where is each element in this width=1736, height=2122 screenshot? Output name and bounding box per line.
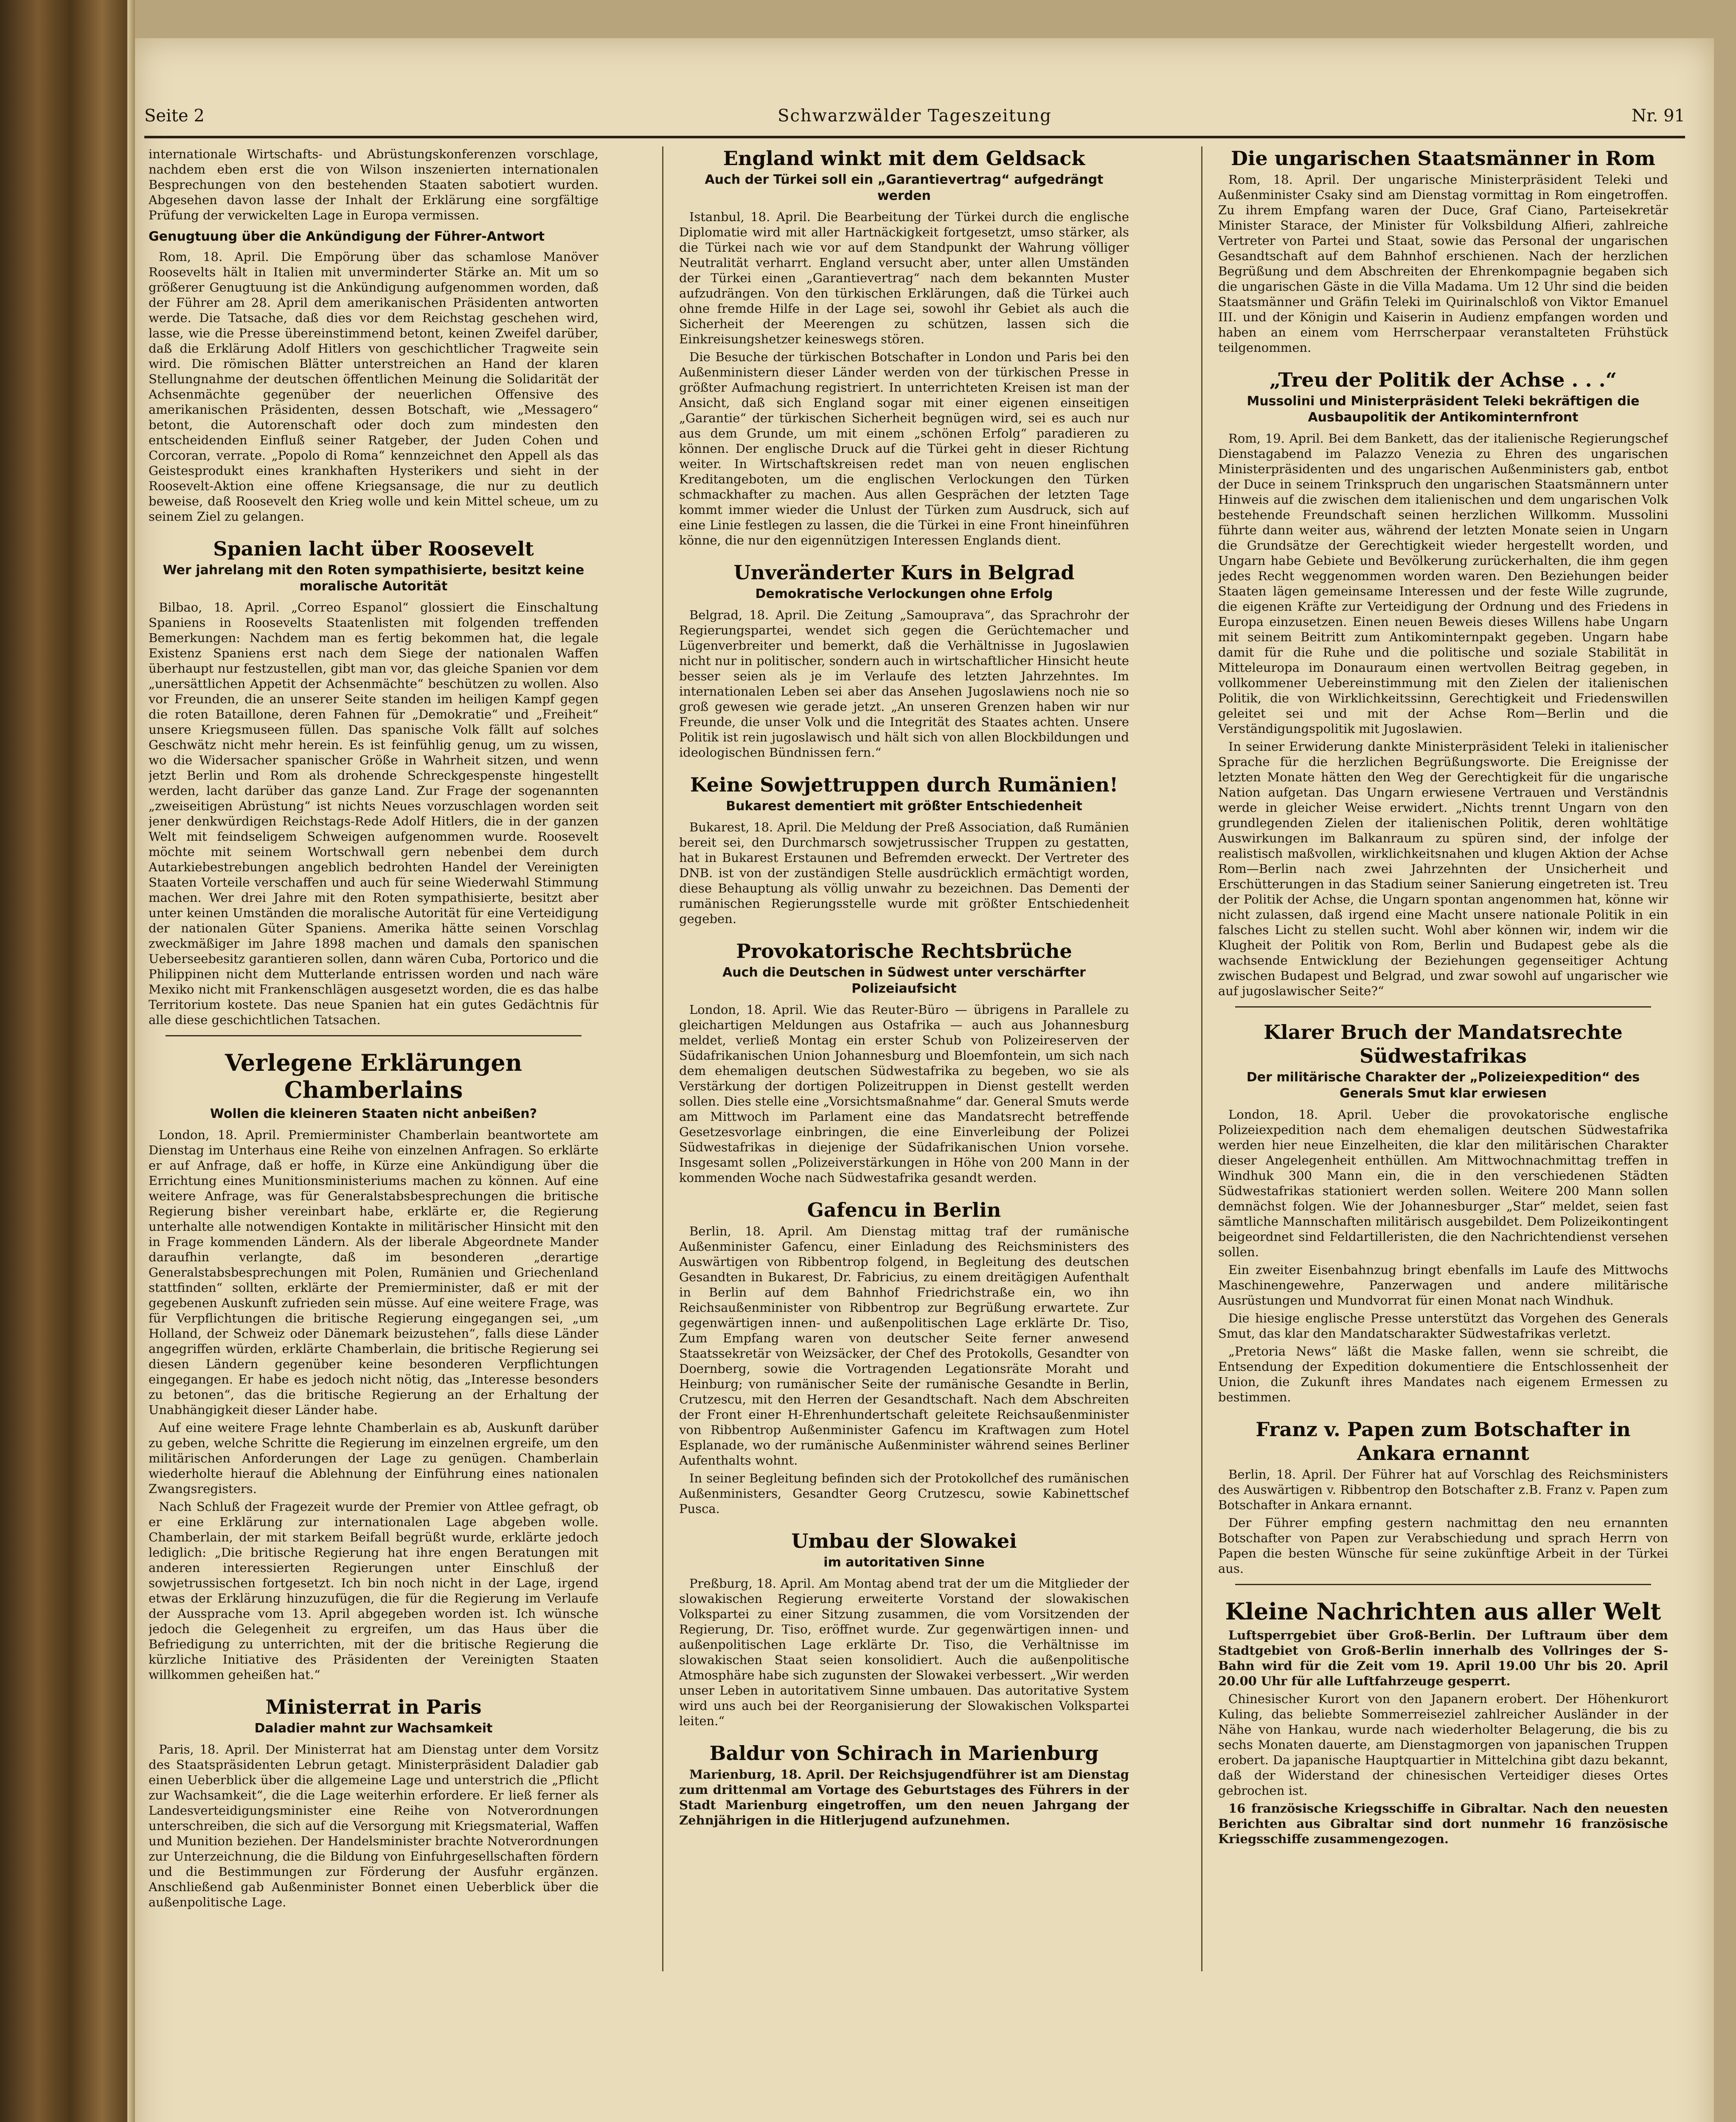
- article-text: In seiner Begleitung befinden sich der Protokollchef des rumänischen Außenministers, Gesandter Georg Crutzescu, sowie Kabinettschef Pusca.: [679, 1471, 1129, 1516]
- article-text: Ein zweiter Eisenbahnzug bringt ebenfalls im Laufe des Mittwochs Maschinengewehre, Panzerwagen und andere militärische Ausrüstungen und Mundvorrat für einen Monat nach Windhuk.: [1218, 1263, 1668, 1308]
- article-headline: „Treu der Politik der Achse . . .“: [1269, 368, 1617, 391]
- article-subheadline: im autoritativen Sinne: [823, 1555, 985, 1570]
- article-text: Der Führer empfing gestern nachmittag den neu ernannten Botschafter von Papen zur Verabschiedung und sprach Herrn von Papen die besten Wünsche für seine zukünftige Arbeit in der Türkei aus.: [1218, 1516, 1668, 1576]
- article-text: London, 18. April. Wie das Reuter-Büro — übrigens in Parallele zu gleichartigen Meldungen aus Ostafrika — auch aus Johannesburg meldet, verließ Montag ein erster Schub von Polizeireserven der Südafrikanischen Union Johannesburg und Bloemfontein, um sich nach dem ehemaligen deutschen Südwestafrika zu begeben, wo sie als Verstärkung der dortigen Polizeitruppen in Dienst gestellt werden sollen. Dies stelle eine „Vorsichtsmaßnahme“ dar. General Smuts werde am Mittwoch im Parlament eine das Mandatsrecht betreffende Gesetzesvorlage einbringen, die eine Einverleibung der Polizei Südwestafrikas in diejenige der Südafrikanischen Union vorsehe. Insgesamt sollen „Polizeiverstärkungen in Höhe von 200 Mann in der kommenden Woche nach Südwestafrika gesandt werden.: [679, 1002, 1129, 1185]
- article-text: Berlin, 18. April. Der Führer hat auf Vorschlag des Reichsministers des Auswärtigen v. Ribbentrop den Botschafter z.B. Franz v. Papen zum Botschafter in Ankara ernannt.: [1218, 1467, 1668, 1512]
- book-binding: [0, 0, 127, 2122]
- article-headline: Kleine Nachrichten aus aller Welt: [1225, 1598, 1661, 1625]
- article-headline: England winkt mit dem Geldsack: [723, 147, 1085, 170]
- article-headline: Ministerrat in Paris: [265, 1695, 482, 1718]
- divider: [1235, 1006, 1651, 1008]
- article-subheadline: Bukarest dementiert mit größter Entschiedenheit: [726, 799, 1082, 814]
- article-headline: Umbau der Slowakei: [791, 1530, 1017, 1552]
- article-headline: Verlegene Erklärungen Chamberlains: [225, 1049, 522, 1103]
- article-text: Rom, 18. April. Der ungarische Ministerpräsident Teleki und Außenminister Csaky sind am Dienstag vormittag in Rom eingetroffen. Zu ihrem Empfang waren der Duce, Graf Ciano, Parteisekretär Minister Starace, der Minister für Volksbildung Alfieri, zahlreiche Vertreter von Partei und Staat, sowie das Personal der ungarischen Gesandtschaft auf dem Bahnhof erschienen. Nach der herzlichen Begrüßung und dem Abschreiten der Ehrenkompagnie begaben sich die ungarischen Gäste in die Villa Madama. Um 12 Uhr sind die beiden Staatsmänner und Gräfin Teleki im Quirinalschloß von Viktor Emanuel III. und der Königin und Kaiserin in Audienz empfangen worden und haben an einem vom Herrscherpaar veranstalteten Frühstück teilgenommen.: [1218, 172, 1668, 355]
- page-header: [144, 98, 1685, 136]
- article-text: Die Besuche der türkischen Botschafter in London und Paris bei den Außenministern dieser Länder werden von der türkischen Presse in größter Aufmachung registriert. In unterrichteten Kreisen ist man der Ansicht, daß sich England sogar mit einer eigenen einseitigen „Garantie“ der türkischen Sicherheit begnügen wird, sei es auch nur aus dem Grunde, um mit einem „schönen Erfolg“ paradieren zu können. Der englische Druck auf die Türkei geht in dieser Richtung weiter. In Wirtschaftskreisen redet man von neuen englischen Kreditangeboten, um die englischen Verlockungen den Türken schmackhafter zu machen. Aus allen Gesprächen der letzten Tage kommt immer wieder die Unlust der Türken zum Ausdruck, sich auf eine Linie festlegen zu lassen, die die Türkei in eine Front hineinführen könne, die nur den eigennützigen Interessen Englands dient.: [679, 350, 1129, 547]
- article-headline: Baldur von Schirach in Marienburg: [709, 1742, 1099, 1765]
- article-text: Rom, 18. April. Die Empörung über das schamlose Manöver Roosevelts hält in Italien mit unverminderter Stärke an. Mit um so größerer Genugtuung ist die Ankündigung aufgenommen worden, daß der Führer am 28. April dem amerikanischen Präsidenten antworten werde. Die Tatsache, daß dies vor dem Reichstag geschehen wird, lasse, wie die Presse übereinstimmend betont, keinen Zweifel darüber, daß die Erklärung Adolf Hitlers von geschichtlicher Tragweite sein wird. Die römischen Blätter unterstreichen an Hand der klaren Stellungnahme der deutschen öffentlichen Meinung die Solidarität der Achsenmächte gegenüber der neuerlichen Offensive des amerikanischen Präsidenten, dessen Botschaft, wie „Messagero“ betont, die Autorenschaft oder doch zum mindesten den entscheidenden Einfluß seiner Ratgeber, der Juden Cohen und Corcoran, verrate. „Popolo di Roma“ kennzeichnet den Appell als das Geistesprodukt eines krankhaften Hysterikers und sieht in der Roosevelt-Aktion eine offene Kriegsansage, die nur zu deutlich beweise, daß Roosevelt den Krieg wolle und kein Mittel scheue, um zu seinem Ziel zu gelangen.: [149, 250, 598, 524]
- article-text: Istanbul, 18. April. Die Bearbeitung der Türkei durch die englische Diplomatie wird mit aller Hartnäckigkeit fortgesetzt, umso stärker, als die Türkei nach wie vor auf dem Standpunkt der Wahrung völliger Neutralität verharrt. England versucht aber, unter allen Umständen der Türkei einen „Garantievertrag“ nach dem bekannten Muster aufzudrängen. Von den türkischen Erklärungen, daß die Türkei auch ohne fremde Hilfe in der Lage sei, sowohl ihr Gebiet als auch die Sicherheit der Meerengen zu schützen, lassen sich die Einkreisungshetzer keineswegs stören.: [679, 210, 1129, 346]
- issue-number: Nr. 91: [1631, 106, 1685, 126]
- article-text: Marienburg, 18. April. Der Reichsjugendführer ist am Dienstag zum drittenmal am Vortage des Geburtstages des Führers in der Stadt Marienburg eingetroffen, um den neuen Jahrgang der Zehnjährigen in die Hitlerjugend aufzunehmen.: [679, 1767, 1129, 1827]
- masthead-title: Schwarzwälder Tageszeitung: [778, 106, 1052, 126]
- article-text: Belgrad, 18. April. Die Zeitung „Samouprava“, das Sprachrohr der Regierungspartei, wendet sich gegen die Gerüchtemacher und Lügenverbreiter und bemerkt, daß die Verhältnisse in Jugoslawien nicht nur in politischer, sondern auch in wirtschaftlicher Hinsicht heute besser seien als je im Verlaufe des letzten Jahrzehntes. Im internationalen Leben sei aber das Ansehen Jugoslawiens noch nie so groß gewesen wie gerade jetzt. „An unseren Grenzen haben wir nur Freunde, die unser Volk und die Integrität des Staates achten. Unsere Politik ist rein jugoslawisch und hält sich von allen Blockbildungen und ideologischen Bündnissen fern.“: [679, 608, 1129, 760]
- header-rule: [144, 136, 1685, 138]
- article-text: In seiner Erwiderung dankte Ministerpräsident Teleki in italienischer Sprache für die herzlichen Begrüßungsworte. Die Ereignisse der letzten Monate hätten den Weg der Gerechtigkeit für die ungarische Nation aufgetan. Das Ungarn erwiesene Vertrauen und Verständnis werde in gleicher Weise erwidert. „Nichts trennt Ungarn von den grundlegenden Zielen der italienischen Politik, deren wohltätige Auswirkungen im Balkanraum zu spüren sind, der infolge der realistisch maßvollen, wirklichkeitsnahen und klugen Aktion der Achse Rom—Berlin nach zwei Jahrzehnten der Unsicherheit und Erschütterungen in das Stadium seiner Sanierung eingetreten ist. Treu der Politik der Achse, die Ungarn spontan angenommen hat, könne wir nicht zulassen, daß irgend eine Macht unsere nationale Politik in ein falsches Licht zu stellen sucht. Wohl aber können wir, indem wir die Klugheit der Politik von Rom, Berlin und Budapest gebe als die wachsende Entwicklung der Beziehungen gegenseitiger Achtung zwischen Budapest und Belgrad, und zwar sowohl auf ungarischer wie auf jugoslawischer Seite?“: [1218, 739, 1668, 998]
- divider: [166, 1035, 581, 1036]
- column-rule: [662, 146, 663, 1971]
- page-number: Seite 2: [144, 106, 205, 126]
- section-subheading: Genugtuung über die Ankündigung der Führer-Antwort: [149, 229, 545, 244]
- article-subheadline: Auch die Deutschen in Südwest unter verschärfter Polizeiaufsicht: [722, 965, 1086, 996]
- article-text: internationale Wirtschafts- und Abrüstungskonferenzen vorschlage, nachdem eben erst die von Wilson inszenierten internationalen Besprechungen von den bestehenden Staaten sabotiert wurden. Abgesehen davon lasse der Inhalt der Erklärung eine sorgfältige Prüfung der verwickelten Lage in Europa vermissen.: [149, 147, 598, 222]
- article-subheadline: Der militärische Charakter der „Polizeiexpedition“ des Generals Smut klar erwiesen: [1246, 1070, 1640, 1101]
- article-headline: Provokatorische Rechtsbrüche: [736, 940, 1072, 963]
- article-headline: Die ungarischen Staatsmänner in Rom: [1231, 147, 1655, 170]
- article-subheadline: Auch der Türkei soll ein „Garantievertrag“ aufgedrängt werden: [705, 172, 1104, 203]
- article-headline: Keine Sowjettruppen durch Rumänien!: [690, 773, 1118, 796]
- article-subheadline: Mussolini und Ministerpräsident Teleki bekräftigen die Ausbaupolitik der Antikominternfront: [1247, 394, 1640, 425]
- article-text: Chinesischer Kurort von den Japanern erobert. Der Höhenkurort Kuling, das beliebte Sommerreiseziel zahlreicher Ausländer in der Nähe von Hankau, wurde nach wiederholter Belagerung, die bis zu sechs Monaten dauerte, am Dienstagmorgen von japanischen Truppen erobert. Da japanische Hauptquartier in Mittelchina gibt dazu bekannt, daß der Widerstand der chinesischen Verteidiger dieses Ortes gebrochen ist.: [1218, 1692, 1668, 1798]
- article-text: Luftsperrgebiet über Groß-Berlin. Der Luftraum über dem Stadtgebiet von Groß-Berlin innerhalb des Vollringes der S-Bahn wird für die Zeit vom 19. April 19.00 Uhr bis 20. April 20.00 Uhr für alle Luftfahrzeuge gesperrt.: [1218, 1628, 1668, 1688]
- article-text: Bukarest, 18. April. Die Meldung der Preß Association, daß Rumänien bereit sei, den Durchmarsch sowjetrussischer Truppen zu gestatten, hat in Bukarest Erstaunen und Befremden erweckt. Der Vertreter des DNB. ist von der zuständigen Stelle ausdrücklich ermächtigt worden, diese Behauptung als völlig unwahr zu bezeichnen. Das Dementi der rumänischen Regierungsstelle wurde mit größter Entschiedenheit gegeben.: [679, 820, 1129, 926]
- article-headline: Spanien lacht über Roosevelt: [213, 537, 534, 560]
- article-text: Rom, 19. April. Bei dem Bankett, das der italienische Regierungschef Dienstagabend im Palazzo Venezia zu Ehren des ungarischen Ministerpräsidenten und des ungarischen Außenministers gab, entbot der Duce in seinem Trinkspruch den ungarischen Staatsmännern unter Hinweis auf die zwischen dem italienischen und dem ungarischen Volk bestehende Freundschaft seinen herzlichen Willkomm. Mussolini führte dann weiter aus, während der letzten Monate seien in Ungarn die Grundsätze der Gerechtigkeit wieder hergestellt worden, und Ungarn habe Gebiete und Bevölkerung zurückerhalten, die ihm gegen jedes Recht weggenommen worden waren. Den Beziehungen beider Staaten lägen gemeinsame Interessen und der feste Wille zugrunde, die eigenen Kräfte zur Verteidigung der Ordnung und des Friedens in Europa einzusetzen. Einen neuen Beweis dieses Willens habe Ungarn mit seinem Beitritt zum Antikominternpakt gegeben. Ungarn habe damit für die Ruhe und die politische und soziale Stabilität in Mitteleuropa im Donauraum einen wertvollen Beitrag gegeben, in vollkommener Uebereinstimmung mit den Zielen der italienischen Politik, die von Wirklichkeitssinn, Gerechtigkeit und Friedenswillen geleitet sei und mit der Achse Rom—Berlin und die Verständigungspolitik mit Jugoslawien.: [1218, 431, 1668, 736]
- article-headline: Klarer Bruch der Mandatsrechte Südwestafrikas: [1264, 1021, 1623, 1067]
- article-text: Bilbao, 18. April. „Correo Espanol“ glossiert die Einschaltung Spaniens in Roosevelts Staatenlisten mit folgenden treffenden Bemerkungen: Nachdem man es fertig bekommen hat, die legale Existenz Spaniens erst nach dem Siege der nationalen Waffen überhaupt nur festzustellen, gibt man vor, das gleiche Spanien vor dem „unersättlichen Appetit der Achsenmächte“ beschützen zu wollen. Also vor Freunden, die an unserer Seite standen im heiligen Kampf gegen die roten Bataillone, deren Fahnen für „Demokratie“ und „Freiheit“ unsere Kriegsmuseen füllen. Das spanische Volk fällt auf solches Geschwätz nicht mehr herein. Es ist feinfühlig genug, um zu wissen, wo die Widersacher spanischer Größe in Wahrheit sitzen, und wenn jetzt Berlin und Rom als drohende Schreckgespenste hingestellt werden, lacht darüber das ganze Land. Zur Frage der sogenannten „zweiseitigen Abrüstung“ ist nichts Neues vorzuschlagen worden seit jener denkwürdigen Reichstags-Rede Adolf Hitlers, die in der ganzen Welt mit feindseligem Schweigen aufgenommen wurde. Roosevelt möchte mit seinem Wortschwall gern nebenbei dem durch Autarkiebestrebungen angeblich bedrohten Handel der Vereinigten Staaten Vorteile verschaffen und auch für seine Wiederwahl Stimmung machen. Wer drei Jahre mit den Roten sympathisierte, besitzt aber unter keinen Umständen die moralische Autorität für eine Verteidigung der nationalen Güter Spaniens. Amerika hätte seinen Vorschlag zweckmäßiger im Jahre 1898 machen und damals den spanischen Ueberseebesitz garantieren sollen, dann wären Cuba, Portorico und die Philippinen nicht dem Mutterlande entrissen worden und nach wäre Mexiko nicht mit Frankenschlägen ausgesetzt worden, die es das halbe Territorium kostete. Das neue Spanien hat ein gutes Gedächtnis für alle diese geschichtlichen Tatsachen.: [149, 600, 598, 1027]
- binding-edge: [127, 0, 135, 2122]
- article-subheadline: Demokratische Verlockungen ohne Erfolg: [755, 587, 1053, 601]
- column-rule: [1201, 146, 1202, 1971]
- article-text: Berlin, 18. April. Am Dienstag mittag traf der rumänische Außenminister Gafencu, einer Einladung des Reichsministers des Auswärtigen von Ribbentrop folgend, in Begleitung des deutschen Gesandten in Bukarest, Dr. Fabricius, zu einem dreitägigen Aufenthalt in Berlin auf dem Bahnhof Friedrichstraße ein, wo ihn Reichsaußenminister von Ribbentrop zur Begrüßung erwartete. Zur gegenwärtigen innen- und außenpolitischen Lage erklärte Dr. Tiso, Zum Empfang waren von deutscher Seite ferner anwesend Staatssekretär von Weizsäcker, der Chef des Protokolls, Gesandter von Doernberg, sowie die Vortragenden Legationsräte Moraht und Heinburg; von rumänischer Seite der rumänische Gesandte in Berlin, Crutzescu, mit den Herren der Gesandtschaft. Nach dem Abschreiten der Front einer H-Ehrenhundertschaft geleitete Reichsaußenminister von Ribbentrop Außenminister Gafencu im Kraftwagen zum Hotel Esplanade, wo der rumänische Außenminister während seines Berliner Aufenthalts wohnt.: [679, 1224, 1129, 1468]
- column-2: [679, 146, 1129, 2014]
- divider: [1235, 1584, 1651, 1585]
- article-text: London, 18. April. Ueber die provokatorische englische Polizeiexpedition nach dem ehemaligen deutschen Südwestafrika werden hier neue Einzelheiten, die klar den militärischen Charakter dieser Angelegenheit enthüllen. Am Mittwochnachmittag treffen in Windhuk 300 Mann ein, die in den verschiedenen Städten Südwestafrikas stationiert werden sollen. Weitere 200 Mann sollen demnächst folgen. Wie der Johannesburger „Star“ meldet, seien fast sämtliche Mannschaften militärisch ausgebildet. Dem Polizeikontingent beigeordnet sind Feldartilleristen, die den Nachrichtendienst versehen sollen.: [1218, 1107, 1668, 1259]
- article-text: Nach Schluß der Fragezeit wurde der Premier von Attlee gefragt, ob er eine Erklärung zur internationalen Lage abgeben wolle. Chamberlain, der mit starkem Beifall begrüßt wurde, erklärte jedoch lediglich: „Die britische Regierung hat ihre engen Beratungen mit anderen interessierten Regierungen unter Einschluß der sowjetrussischen fortgesetzt. Ich bin noch nicht in der Lage, irgend etwas der Erklärung hinzuzufügen, die für die Regierung im Verlaufe der Aussprache vom 13. April abgegeben worden ist. Ich wünsche jedoch die Gelegenheit zu ergreifen, um das Haus über die Befriedigung zu unterrichten, mit der die britische Regierung die kürzliche Initiative des Präsidenten der Vereinigten Staaten willkommen geheißen hat.“: [149, 1499, 598, 1682]
- column-3: [1218, 146, 1668, 1908]
- column-1: [149, 146, 598, 2014]
- article-text: Die hiesige englische Presse unterstützt das Vorgehen des Generals Smut, das klar den Mandatscharakter Südwestafrikas verletzt.: [1218, 1311, 1668, 1341]
- article-headline: Franz v. Papen zum Botschafter in Ankara ernannt: [1256, 1418, 1631, 1465]
- article-text: Preßburg, 18. April. Am Montag abend trat der um die Mitglieder der slowakischen Regierung erweiterte Vorstand der slowakischen Volkspartei zu einer Sitzung zusammen, die vom Vorsitzenden der Regierung, Dr. Tiso, eröffnet wurde. Zur gegenwärtigen innen- und außenpolitischen Lage erklärte Dr. Tiso, die Verhältnisse im slowakischen Staat seien konsolidiert. Auch die außenpolitische Atmosphäre habe sich zugunsten der Slowakei verbessert. „Wir werden unser Leben in autoritativem Sinne umbauen. Das autoritative System wird uns auch bei der Reorganisierung der Slowakischen Volkspartei leiten.“: [679, 1576, 1129, 1728]
- article-headline: Unveränderter Kurs in Belgrad: [733, 561, 1075, 584]
- article-text: London, 18. April. Premierminister Chamberlain beantwortete am Dienstag im Unterhaus eine Reihe von einzelnen Anfragen. So erklärte er auf Anfrage, daß er hoffe, in Kürze eine Ankündigung über die Errichtung eines Munitionsministeriums machen zu können. Auf eine weitere Anfrage, was für Generalstabsbesprechungen die britische Regierung bisher vereinbart habe, erklärte er, die Regierung unterhalte alle notwendigen Kontakte in militärischer Hinsicht mit den in Frage kommenden Ländern. Als der liberale Abgeordnete Mander daraufhin verlangte, daß im besonderen „derartige Generalstabsbesprechungen mit Polen, Rumänien und Griechenland stattfinden“ sollten, erklärte der Premierminister, daß er mit der gegebenen Auskunft zufrieden sein müsse. Auf eine weitere Frage, was für Verpflichtungen die britische Regierung eingegangen sei, „um Holland, der Schweiz oder Dänemark beizustehen“, falls diese Länder angegriffen würden, erklärte Chamberlain, die britische Regierung sei diesen Ländern gegenüber keine besonderen Verpflichtungen eingegangen. Er habe es jedoch nicht nötig, das „Interesse besonders zu betonen“, das die britische Regierung an der Erhaltung der Unabhängigkeit dieser Länder habe.: [149, 1128, 598, 1417]
- article-text: „Pretoria News“ läßt die Maske fallen, wenn sie schreibt, die Entsendung der Expedition dokumentiere die Entschlossenheit der Union, die Zukunft ihres Mandates nach eigenem Ermessen zu bestimmen.: [1218, 1344, 1668, 1404]
- article-subheadline: Daladier mahnt zur Wachsamkeit: [254, 1721, 493, 1736]
- article-subheadline: Wollen die kleineren Staaten nicht anbeißen?: [210, 1106, 537, 1121]
- article-text: Auf eine weitere Frage lehnte Chamberlain es ab, Auskunft darüber zu geben, welche Schritte die Regierung im einzelnen ergreife, um den militärischen Anforderungen der Lage zu genügen. Chamberlain wiederholte hierauf die Ablehnung der Einführung eines nationalen Zwangsregisters.: [149, 1420, 598, 1496]
- article-headline: Gafencu in Berlin: [807, 1199, 1001, 1221]
- article-text: 16 französische Kriegsschiffe in Gibraltar. Nach den neuesten Berichten aus Gibraltar sind dort nunmehr 16 französische Kriegsschiffe zusammengezogen.: [1218, 1801, 1668, 1846]
- article-subheadline: Wer jahrelang mit den Roten sympathisierte, besitzt keine moralische Autorität: [163, 563, 584, 594]
- article-text: Paris, 18. April. Der Ministerrat hat am Dienstag unter dem Vorsitz des Staatspräsidenten Lebrun getagt. Ministerpräsident Daladier gab einen Ueberblick über die allgemeine Lage und unterstrich die „Pflicht zur Wachsamkeit“, die die Lage weiterhin erfordere. Er ließ ferner als Landesverteidigungsminister eine Reihe von Notverordnungen unterschreiben, die sich auf die Versorgung mit Kriegsmaterial, Waffen und Munition beziehen. Der Handelsminister brachte Notverordnungen zur Unterzeichnung, die die Bildung von Einfuhrgesellschaften fördern und die Bestimmungen zur Förderung der Ausfuhr ergänzen. Anschließend gab Außenminister Bonnet einen Ueberblick über die außenpolitische Lage.: [149, 1742, 598, 1909]
